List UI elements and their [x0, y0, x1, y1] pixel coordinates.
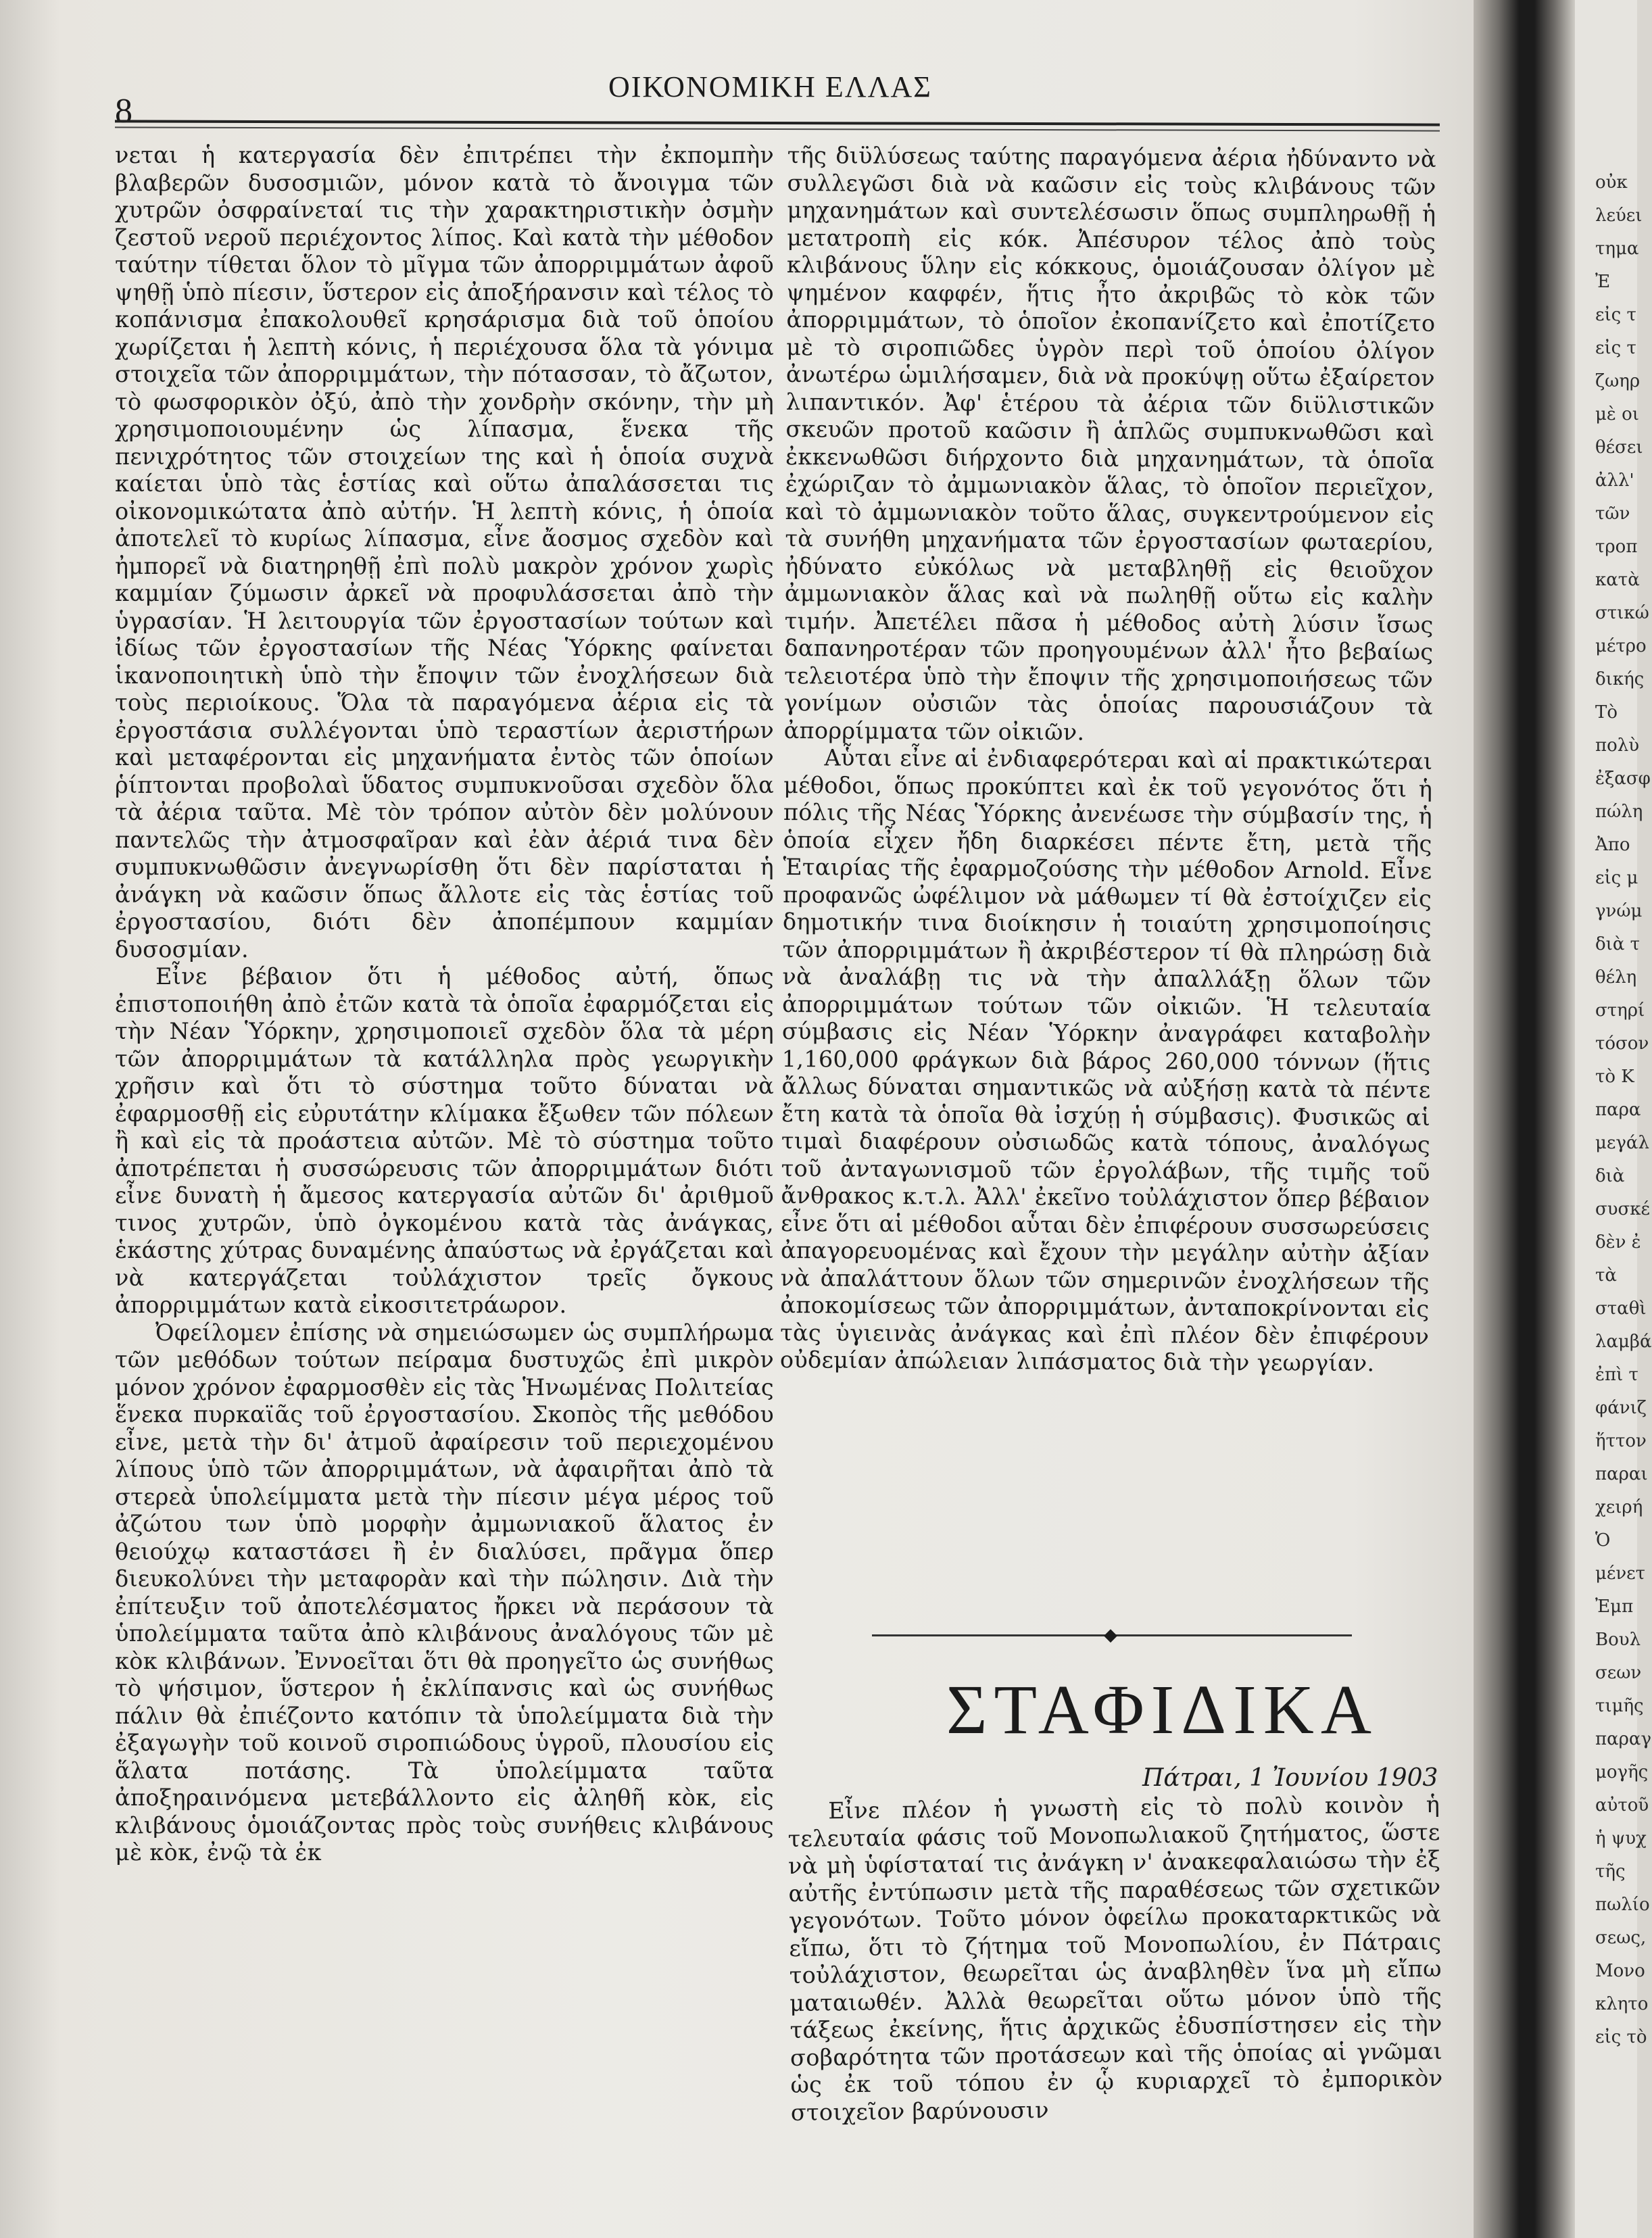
paragraph: Αὗται εἶνε αἱ ἐνδιαφερότεραι καὶ αἱ πρακτικώτεραι μέθοδοι, ὅπως προκύπτει καὶ ἐκ τοῦ γεγονότος ὅτι ἡ πόλις τῆς Νέας Ὑόρκης ἀνενέωσε τὴν σύμβασίν της, ἡ ὁποία εἶχεν ἤδη διαρκέσει πέντε ἔτη, μετὰ τῆς Ἑταιρίας τῆς ἐφαρμοζούσης τὴν μέθοδον Arnold. Εἶνε προφανῶς ὠφέλιμον νὰ μάθωμεν τί θὰ ἐστοίχιζεν εἰς δημοτικήν τινα διοίκησιν ἡ τοιαύτη χρησιμοποίησις τῶν ἀπορριμμάτων ἢ ἀκριβέστερον τί θὰ πληρώσῃ διὰ νὰ ἀναλάβῃ τις νὰ τὴν ἀπαλλάξῃ ὅλων τῶν ἀπορριμμάτων τούτων τῶν οἰκιῶν. Ἡ τελευταία σύμβασις εἰς Νέαν Ὑόρκην ἀναγράφει καταβολὴν 1,160,000 φράγκων διὰ βάρος 260,000 τόννων (ἥτις ἄλλως δύναται σημαντικῶς νὰ αὐξήσῃ κατὰ τὰ πέντε ἔτη κατὰ τὰ ὁποῖα θὰ ἰσχύῃ ἡ σύμβασις). Φυσικῶς αἱ τιμαὶ διαφέρουν οὐσιωδῶς κατὰ τόπους, ἀναλόγως τοῦ ἀνταγωνισμοῦ τῶν ἐργολάβων, τῆς τιμῆς τοῦ ἄνθρακος κ.τ.λ. Ἀλλ' ἐκεῖνο τοὐλάχιστον ὅπερ βέβαιον εἶνε ὅτι αἱ μέθοδοι αὗται δὲν ἐπιφέρουν συσσωρεύσεις ἀπαγορευομένας καὶ ἔχουν τὴν μεγάλην αὐτὴν ἀξίαν νὰ ἀπαλάττουν ὅλων τῶν σημερινῶν ἐνοχλήσεων τῆς ἀποκομίσεως τῶν ἀπορριμμάτων, ἀνταποκρίνονται εἰς τὰς ὑγιεινὰς ἀνάγκας καὶ ἐπὶ πλέον δὲν ἐπιφέρουν οὐδεμίαν ἀπώλειαν λιπάσματος διὰ τὴν γεωργίαν.: [779, 744, 1433, 1377]
adjacent-page-line: Μονο: [1595, 1961, 1645, 1981]
adjacent-page-line: γνώμ: [1595, 901, 1643, 921]
divider-ornament: ◆: [1104, 1625, 1117, 1645]
adjacent-page-line: χειρή: [1595, 1497, 1643, 1517]
adjacent-page-line: οὐκ: [1595, 172, 1628, 193]
paragraph: τῆς διϋλύσεως ταύτης παραγόμενα ἀέρια ἠδύναντο νὰ συλλεγῶσι διὰ νὰ καῶσιν εἰς τοὺς κλιβάνους τῶν μηχανημάτων καὶ συντελέσωσιν ὅπως συμπληρωθῇ ἡ μετατροπὴ εἰς κόκ. Ἀπέσυρον τέλος ἀπὸ τοὺς κλιβάνους ὕλην εἰς κόκκους, ὁμοιάζουσαν ὀλίγον μὲ ψημένον καφφέν, ἥτις ἦτο ἀκριβῶς τὸ κὸκ τῶν ἀπορριμμάτων, τὸ ὁποῖον ἐκοπανίζετο καὶ ἐποτίζετο μὲ τὸ σιροπιῶδες ὑγρὸν περὶ τοῦ ὁποίου ὀλίγον ἀνωτέρω ὡμιλήσαμεν, διὰ νὰ προκύψῃ οὕτω ἐξαίρετον λιπαντικόν. Ἀφ' ἑτέρου τὰ ἀέρια τῶν διϋλιστικῶν σκευῶν προτοῦ καῶσιν ἢ ἁπλῶς συμπυκνωθῶσι καὶ ἐκκενωθῶσι διήρχοντο διὰ μηχανημάτων, τὰ ὁποῖα ἐχώριζαν τὸ ἀμμωνιακὸν ἅλας, τὸ ὁποῖον περιεῖχον, καὶ τὸ ἀμμωνιακὸν τοῦτο ἅλας, συγκεντρούμενον εἰς τὰ συνήθη μηχανήματα τῶν ἐργοστασίων φωταερίου, ἠδύνατο εὐκόλως νὰ μεταβληθῇ εἰς θειοῦχον ἀμμωνιακὸν ἅλας καὶ νὰ πωληθῇ οὕτω εἰς καλὴν τιμήν. Ἀπετέλει πᾶσα ἡ μέθοδος αὐτὴ λύσιν ἴσως δαπανηροτέραν τῶν προηγουμένων ἀλλ' ἦτο βεβαίως τελειοτέρα ὑπὸ τὴν ἔποψιν τῆς χρησιμοποιήσεως τῶν γονίμων οὐσιῶν τὰς ὁποίας παρουσιάζουν τὰ ἀπορρίμματα τῶν οἰκιῶν.: [783, 142, 1436, 746]
paragraph: Εἶνε πλέον ἡ γνωστὴ εἰς τὸ πολὺ κοινὸν ἡ τελευταία φάσις τοῦ Μονοπωλιακοῦ ζητήματος, ὥστε νὰ μὴ ὑφίσταταί τις ἀνάγκη ν' ἀνακεφαλαιώσω τὴν ἐξ αὐτῆς ἐντύπωσιν μετὰ τῆς παραθέσεως τῶν σχετικῶν γεγονότων. Τοῦτο μόνον ὀφείλω προκαταρκτικῶς νὰ εἴπω, ὅτι τὸ ζήτημα τοῦ Μονοπωλίου, ἐν Πάτραις τοὐλάχιστον, θεωρεῖται ὡς ἀναβληθὲν ἵνα μὴ εἴπω ματαιωθέν. Ἀλλὰ θεωρεῖται οὕτω μόνον ὑπὸ τῆς τάξεως ἐκείνης, ἥτις ἀρχικῶς ἐδυσπίστησεν εἰς τὴν σοβαρότητα τῶν προτάσεων καὶ τῆς ὁποίας αἱ γνῶμαι ὡς ἐκ τοῦ τόπου ἐν ᾧ κυριαρχεῖ τὸ ἐμπορικὸν στοιχεῖον βαρύνουσιν: [787, 1791, 1443, 2126]
paragraph: Ὀφείλομεν ἐπίσης νὰ σημειώσωμεν ὡς συμπλήρωμα τῶν μεθόδων τούτων πείραμα δυστυχῶς ἐπὶ μικρὸν μόνον χρόνον ἐφαρμοσθὲν εἰς τὰς Ἡνωμένας Πολιτείας ἕνεκα πυρκαϊᾶς τοῦ ἐργοστασίου. Σκοπὸς τῆς μεθόδου εἶνε, μετὰ τὴν δι' ἀτμοῦ ἀφαίρεσιν τοῦ περιεχομένου λίπους ὑπὸ τῶν ἀπορριμμάτων, νὰ ἀφαιρῆται ἀπὸ τὰ στερεὰ ὑπολείμματα μετὰ τὴν πίεσιν μέγα μέρος τοῦ ἀζώτου των ὑπὸ μορφὴν ἀμμωνιακοῦ ἅλατος ἐν θειούχῳ καταστάσει ἢ ἐν διαλύσει, πρᾶγμα ὅπερ διευκολύνει τὴν μεταφορὰν καὶ τὴν πώλησιν. Διὰ τὴν ἐπίτευξιν τοῦ ἀποτελέσματος ἤρκει νὰ περάσουν τὰ ὑπολείμματα ταῦτα ἀπὸ κλιβάνους ἀναλόγους τῶν μὲ κὸκ κλιβάνων. Ἐννοεῖται ὅτι θὰ προηγεῖτο ὡς συνήθως τὸ ψήσιμον, ὕστερον ἡ ἐκλίπανσις καὶ ὡς συνήθως πάλιν θὰ ἐπιέζοντο κατόπιν τὰ ὑπολείμματα διὰ τὴν ἐξαγωγὴν τοῦ κοινοῦ σιροπιώδους ὑγροῦ, πλουσίου εἰς ἅλατα ποτάσης. Τὰ ὑπολείμματα ταῦτα ἀποξηραινόμενα μετεβάλλοντο εἰς ἀληθῆ κὸκ, εἰς κλιβάνους ὁμοιάζοντας πρὸς τοὺς συνήθεις κλιβάνους μὲ κὸκ, ἐνῷ τὰ ἐκ: [115, 1319, 774, 1866]
adjacent-page-line: πολὺ: [1595, 735, 1640, 756]
adjacent-page-line: πωλίο: [1595, 1895, 1650, 1915]
adjacent-page-line: σταθὶ: [1595, 1298, 1647, 1319]
adjacent-page-line: παραι: [1595, 1464, 1648, 1484]
adjacent-page-line: εἰς τ: [1595, 305, 1636, 325]
adjacent-page-line: ἀλλ': [1595, 470, 1634, 491]
adjacent-page-line: ἐπὶ τ: [1595, 1365, 1638, 1385]
adjacent-page-line: μένετ: [1595, 1563, 1646, 1584]
adjacent-page-line: παραγ: [1595, 1729, 1652, 1749]
adjacent-page-line: θέλη: [1595, 967, 1637, 988]
section-title: ΣΤΑΦΙΔΙΚΑ: [946, 1671, 1378, 1749]
adjacent-page-line: Ἐ: [1595, 272, 1611, 292]
header-rule: [115, 120, 1440, 126]
adjacent-page-line: τῶν: [1595, 504, 1630, 524]
adjacent-page-line: στηρί: [1595, 1000, 1645, 1021]
adjacent-page-line: παρα: [1595, 1100, 1641, 1120]
adjacent-page-line: διὰ τ: [1595, 934, 1641, 954]
adjacent-page-line: συσκέ: [1595, 1199, 1651, 1219]
adjacent-page-line: δὲν ἐ: [1595, 1232, 1641, 1252]
adjacent-page-line: σεων: [1595, 1663, 1642, 1683]
adjacent-page-line: τὰ: [1595, 1265, 1617, 1286]
adjacent-page-line: διὰ: [1595, 1166, 1625, 1186]
adjacent-page-line: τημα: [1595, 239, 1639, 259]
adjacent-page-line: δικής: [1595, 669, 1645, 689]
paragraph: νεται ἡ κατεργασία δὲν ἐπιτρέπει τὴν ἐκπομπὴν βλαβερῶν δυσοσμιῶν, μόνον κατὰ τὸ ἄνοιγμα τῶν χυτρῶν ὀσφραίνεταί τις τὴν χαρακτηριστικὴν ὀσμὴν ζεστοῦ νεροῦ περιέχοντος λίπος. Καὶ κατὰ τὴν μέθοδον ταύτην τίθεται ὅλον τὸ μῖγμα τῶν ἀπορριμμάτων ἀφοῦ ψηθῇ ὑπὸ πίεσιν, ὕστερον εἰς ἀποξήρανσιν καὶ τέλος τὸ κοπάνισμα ἐπακολουθεῖ κρησάρισμα διὰ τοῦ ὁποίου χωρίζεται ἡ λεπτὴ κόνις, ἡ περιέχουσα ὅλα τὰ γόνιμα στοιχεῖα τῶν ἀπορριμμάτων, τὴν πότασσαν, τὸ ἄζωτον, τὸ φωσφορικὸν ὀξύ, ἀπὸ τὴν χονδρὴν σκόνην, τὴν μὴ χρησιμοποιουμένην ὡς λίπασμα, ἕνεκα τῆς πενιχρότητος τῶν στοιχείων της καὶ ἡ ὁποία συχνὰ καίεται ὑπὸ τὰς ἑστίας καὶ οὕτω ἀπαλάσσεται τις οἰκονομικώτατα ἀπὸ αὐτήν. Ἡ λεπτὴ κόνις, ἡ ὁποία ἀποτελεῖ τὸ κυρίως λίπασμα, εἶνε ἄοσμος σχεδὸν καὶ ἠμπορεῖ νὰ διατηρηθῇ ἐπὶ πολὺ μακρὸν χρόνον χωρὶς καμμίαν ζύμωσιν ἀρκεῖ νὰ προφυλάσσεται ἀπὸ τὴν ὑγρασίαν. Ἡ λειτουργία τῶν ἐργοστασίων τούτων καὶ ἰδίως τῶν ἐργοστασίων τῆς Νέας Ὑόρκης φαίνεται ἱκανοποιητικὴ ὑπὸ τὴν ἔποψιν τῶν ἐνοχλήσεων διὰ τοὺς περιοίκους. Ὅλα τὰ παραγόμενα ἀέρια εἰς τὰ ἐργοστάσια συλλέγονται ὑπὸ τεραστίων ἀεριστήρων καὶ μεταφέρονται εἰς μηχανήματα ἐντὸς τῶν ὁποίων ῥίπτονται προβολαὶ ὕδατος συμπυκνοῦσαι σχεδὸν ὅλα τὰ ἀέρια ταῦτα. Μὲ τὸν τρόπον αὐτὸν δὲν μολύνουν παντελῶς τὴν ἀτμοσφαῖραν καὶ ἐὰν ἀέριά τινα δὲν συμπυκνωθῶσιν ἀνεγνωρίσθη ὅτι δὲν παρίσταται ἡ ἀνάγκη νὰ καῶσιν ὅπως ἄλλοτε εἰς τὰς ἑστίας τοῦ ἐργοστασίου, διότι δὲν ἀποπέμπουν καμμίαν δυσοσμίαν.: [115, 142, 774, 963]
adjacent-page-line: τὸ Κ: [1595, 1067, 1634, 1087]
adjacent-page-line: Τὸ: [1595, 702, 1618, 723]
adjacent-page-line: Ὁ: [1595, 1530, 1611, 1551]
adjacent-page-line: εἰς μ: [1595, 868, 1638, 888]
adjacent-page-line: πώλη: [1595, 802, 1643, 822]
adjacent-page-fragment: [1575, 0, 1652, 2238]
adjacent-page-line: εἰς τὸ: [1595, 2027, 1647, 2047]
adjacent-page-line: τιμῆς: [1595, 1696, 1644, 1716]
adjacent-page-line: ἥττον: [1595, 1431, 1647, 1451]
adjacent-page-line: σεως,: [1595, 1928, 1647, 1948]
section-body: [787, 1791, 1443, 2126]
paragraph: Εἶνε βέβαιον ὅτι ἡ μέθοδος αὐτή, ὅπως ἐπιστοποιήθη ἀπὸ ἐτῶν κατὰ τὰ ὁποῖα ἐφαρμόζεται εἰς τὴν Νέαν Ὑόρκην, χρησιμοποιεῖ σχεδὸν ὅλα τὰ μέρη τῶν ἀπορριμμάτων τὰ κατάλληλα πρὸς γεωργικὴν χρῆσιν καὶ ὅτι τὸ σύστημα τοῦτο δύναται νὰ ἐφαρμοσθῇ εἰς εὐρυτάτην κλίμακα ἔξωθεν τῶν πόλεων ἢ καὶ εἰς τὰ προάστεια αὐτῶν. Μὲ τὸ σύστημα τοῦτο ἀποτρέπεται ἡ συσσώρευσις τῶν ἀπορριμμάτων διότι εἶνε δυνατὴ ἡ ἄμεσος κατεργασία αὐτῶν δι' ἀριθμοῦ τινος χυτρῶν, ὑπὸ ὀγκομένου κατὰ τὰς ἀνάγκας, ἑκάστης χύτρας δυναμένης ἀπαύστως νὰ ἐργάζεται καὶ νὰ κατεργάζεται τοὐλάχιστον τρεῖς ὄγκους ἀπορριμμάτων κατὰ εἰκοσιτετράωρον.: [115, 963, 774, 1318]
dateline: Πάτραι, 1 Ἰουνίου 1903: [1142, 1764, 1438, 1792]
right-column: [780, 142, 1436, 1378]
adjacent-page-line: ζωηρ: [1595, 371, 1641, 391]
adjacent-page-line: αὐτοῦ: [1595, 1795, 1649, 1816]
adjacent-page-line: Ἀπο: [1595, 835, 1630, 855]
adjacent-page-line: Βουλ: [1595, 1630, 1641, 1650]
adjacent-page-line: λαμβά: [1595, 1332, 1652, 1352]
adjacent-page-line: στικώ: [1595, 603, 1649, 623]
adjacent-page-line: μὲ οι: [1595, 404, 1639, 424]
adjacent-page-line: φάνιζ: [1595, 1398, 1647, 1418]
adjacent-page-line: μεγάλ: [1595, 1133, 1649, 1153]
adjacent-page-line: κατὰ: [1595, 570, 1640, 590]
adjacent-page-line: λεύει: [1595, 205, 1643, 226]
header-rule-thin: [115, 126, 1440, 131]
adjacent-page-line: τόσον: [1595, 1033, 1649, 1054]
book-gutter: [1474, 0, 1575, 2238]
left-column: [115, 142, 774, 1867]
running-title: ΟΙΚΟΝΟΜΙΚΗ ΕΛΛΑΣ: [608, 70, 932, 103]
adjacent-page-line: θέσει: [1595, 437, 1643, 458]
page-header: [115, 64, 1460, 130]
adjacent-page-line: ἡ ψυχ: [1595, 1828, 1647, 1849]
adjacent-page-line: Ἐμπ: [1595, 1597, 1634, 1617]
adjacent-page-line: μέτρο: [1595, 636, 1647, 656]
adjacent-page-line: κλητο: [1595, 1994, 1649, 2014]
page-number: 8: [115, 92, 132, 130]
adjacent-page-line: εἰς τ: [1595, 338, 1636, 358]
adjacent-page-line: τῆς: [1595, 1862, 1626, 1882]
adjacent-page-line: ἐξασφ: [1595, 769, 1651, 789]
adjacent-page-line: τροπ: [1595, 537, 1638, 557]
adjacent-page-line: μογῆς: [1595, 1762, 1649, 1782]
